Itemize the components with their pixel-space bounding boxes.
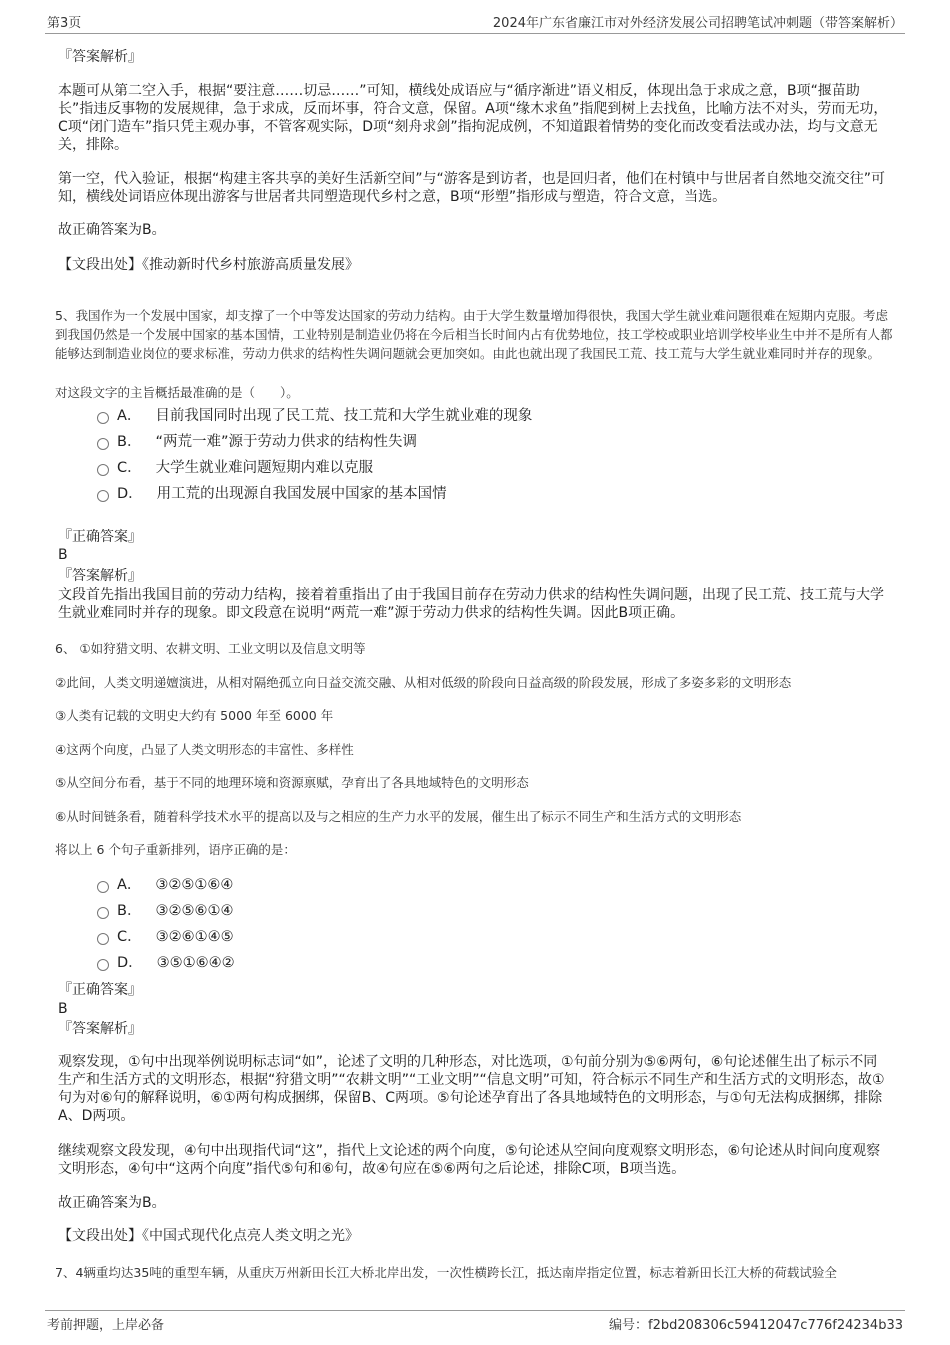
q6-option-d[interactable]	[97, 953, 235, 973]
q5-analysis-label: 『答案解析』	[58, 568, 142, 584]
option-text: 大学生就业难问题短期内难以克服	[155, 460, 374, 476]
option-text: ③⑤①⑥④②	[156, 955, 235, 971]
option-label: A．	[117, 408, 142, 424]
q6-sentence-4: ④这两个向度，凸显了人类文明形态的丰富性、多样性	[55, 742, 354, 757]
q6-option-b[interactable]	[97, 901, 233, 921]
q6-analysis-p3: 故正确答案为B。	[58, 1195, 166, 1211]
q6-answer-label: 『正确答案』	[58, 982, 142, 998]
radio-icon[interactable]	[97, 490, 109, 502]
q4-analysis-p3: 故正确答案为B。	[58, 222, 166, 238]
radio-icon[interactable]	[97, 438, 109, 450]
q5-option-b[interactable]	[97, 432, 417, 452]
option-text: ③②⑤①⑥④	[155, 877, 234, 893]
option-label: C．	[117, 929, 142, 945]
q6-analysis-p1: 观察发现，①句中出现举例说明标志词“如”，论述了文明的几种形态，对比选项，①句前分别为⑤⑥两句，⑥句论述催生出了标示不同生产和生活方式的文明形态，根据“狩猎文明”“农耕文明”“工业文明”“信息文明”可知，符合标示不同生产和生活方式的文明形态，故①句为对⑥句的解释说明，⑥①两句构成捆绑，保留B、C两项。⑤句论述孕育出了各具地域特色的文明形态，与①句无法构成捆绑，排除A、D两项。	[58, 1054, 885, 1124]
q4-source: 【文段出处】《推动新时代乡村旅游高质量发展》	[58, 257, 359, 273]
header-divider	[45, 33, 905, 34]
q4-analysis-label: 『答案解析』	[58, 49, 142, 65]
q5-option-d[interactable]	[97, 484, 447, 504]
q6-answer: B	[58, 1001, 68, 1017]
q6-analysis-label: 『答案解析』	[58, 1021, 142, 1037]
q6-source: 【文段出处】《中国式现代化点亮人类文明之光》	[58, 1228, 359, 1244]
option-text: 目前我国同时出现了民工荒、技工荒和大学生就业难的现象	[155, 408, 533, 424]
q5-option-a[interactable]	[97, 406, 532, 426]
q5-answer: B	[58, 547, 68, 563]
q7-stem: 7、4辆重均达35吨的重型车辆，从重庆万州新田长江大桥北岸出发，一次性横跨长江，抵达南岸指定位置，标志着新田长江大桥的荷载试验全	[55, 1265, 837, 1280]
q4-analysis-p1: 本题可从第二空入手，根据“要注意……切忌……”可知，横线处成语应与“循序渐进”语义相反，体现出急于求成之意，B项“揠苗助长”指违反事物的发展规律，急于求成，反而坏事，符合文意，保留。A项“缘木求鱼”指爬到树上去找鱼，比喻方法不对头，劳而无功，C项“闭门造车”指只凭主观办事，不管客观实际，D项“刻舟求剑”指拘泥成例，不知道跟着情势的变化而改变看法或办法，均与文意无关，排除。	[58, 83, 888, 153]
option-text: ③②⑥①④⑤	[155, 929, 234, 945]
option-label: B．	[117, 903, 142, 919]
radio-icon[interactable]	[97, 412, 109, 424]
q6-sentence-2: ②此间，人类文明递嬗演进，从相对隔绝孤立向日益交流交融、从相对低级的阶段向日益高级的阶段发展，形成了多姿多彩的文明形态	[55, 675, 792, 690]
option-label: A．	[117, 877, 142, 893]
radio-icon[interactable]	[97, 464, 109, 476]
q6-option-c[interactable]	[97, 927, 234, 947]
q6-option-a[interactable]	[97, 875, 233, 895]
option-label: C．	[117, 460, 142, 476]
document-id: 编号：f2bd208306c59412047c776f24234b33	[609, 1318, 903, 1333]
option-text: ③②⑤⑥①④	[155, 903, 234, 919]
q5-option-c[interactable]	[97, 458, 373, 478]
radio-icon[interactable]	[97, 959, 109, 971]
footer-divider	[45, 1310, 905, 1311]
radio-icon[interactable]	[97, 933, 109, 945]
q6-sentence-1: 6、 ①如狩猎文明、农耕文明、工业文明以及信息文明等	[55, 641, 366, 656]
footer-slogan: 考前押题，上岸必备	[47, 1318, 165, 1333]
option-label: B．	[117, 434, 142, 450]
option-label: D．	[117, 486, 143, 502]
document-title: 2024年广东省廉江市对外经济发展公司招聘笔试冲刺题（带答案解析）	[492, 16, 903, 31]
radio-icon[interactable]	[97, 881, 109, 893]
option-text: 用工荒的出现源自我国发展中国家的基本国情	[156, 486, 447, 502]
option-label: D．	[117, 955, 143, 971]
q5-analysis: 文段首先指出我国目前的劳动力结构，接着着重指出了由于我国目前存在劳动力供求的结构性失调问题，出现了民工荒、技工荒与大学生就业难同时并存的现象。即文段意在说明“两荒一难”源于劳动力供求的结构性失调。因此B项正确。	[58, 587, 884, 621]
q6-ask: 将以上 6 个句子重新排列，语序正确的是：	[55, 842, 296, 857]
q6-sentence-6: ⑥从时间链条看，随着科学技术水平的提高以及与之相应的生产力水平的发展，催生出了标示不同生产和生活方式的文明形态	[55, 809, 742, 824]
option-text: “两荒一难”源于劳动力供求的结构性失调	[155, 434, 417, 450]
q5-stem: 5、我国作为一个发展中国家，却支撑了一个中等发达国家的劳动力结构。由于大学生数量增加得很快，我国大学生就业难问题很难在短期内克服。考虑到我国仍然是一个发展中国家的基本国情，工业特别是制造业仍将在今后相当长时间内占有优势地位，技工学校或职业培训学校毕业生中并不是所有人都能够达到制造业岗位的要求标准，劳动力供求的结构性失调问题就会更加突如。由此也就出现了我国民工荒、技工荒与大学生就业难同时并存的现象。	[55, 308, 893, 361]
q5-ask: 对这段文字的主旨概括最准确的是（ ）。	[55, 385, 299, 400]
q6-sentence-5: ⑤从空间分布看，基于不同的地理环境和资源禀赋，孕育出了各具地域特色的文明形态	[55, 775, 529, 790]
q5-answer-label: 『正确答案』	[58, 529, 142, 545]
q6-sentence-3: ③人类有记载的文明史大约有 5000 年至 6000 年	[55, 708, 334, 723]
q6-analysis-p2: 继续观察文段发现，④句中出现指代词“这”，指代上文论述的两个向度，⑤句论述从空间向度观察文明形态，⑥句论述从时间向度观察文明形态，④句中“这两个向度”指代⑤句和⑥句，故④句应在⑤⑥两句之后论述，排除C项，B项当选。	[58, 1143, 881, 1177]
page-number: 第3页	[47, 16, 82, 31]
q4-analysis-p2: 第一空，代入验证，根据“构建主客共享的美好生活新空间”与“游客是到访者，也是回归者，他们在村镇中与世居者自然地交流交往”可知，横线处词语应体现出游客与世居者共同塑造现代乡村之意，B项“形塑”指形成与塑造，符合文意，当选。	[58, 171, 886, 205]
radio-icon[interactable]	[97, 907, 109, 919]
